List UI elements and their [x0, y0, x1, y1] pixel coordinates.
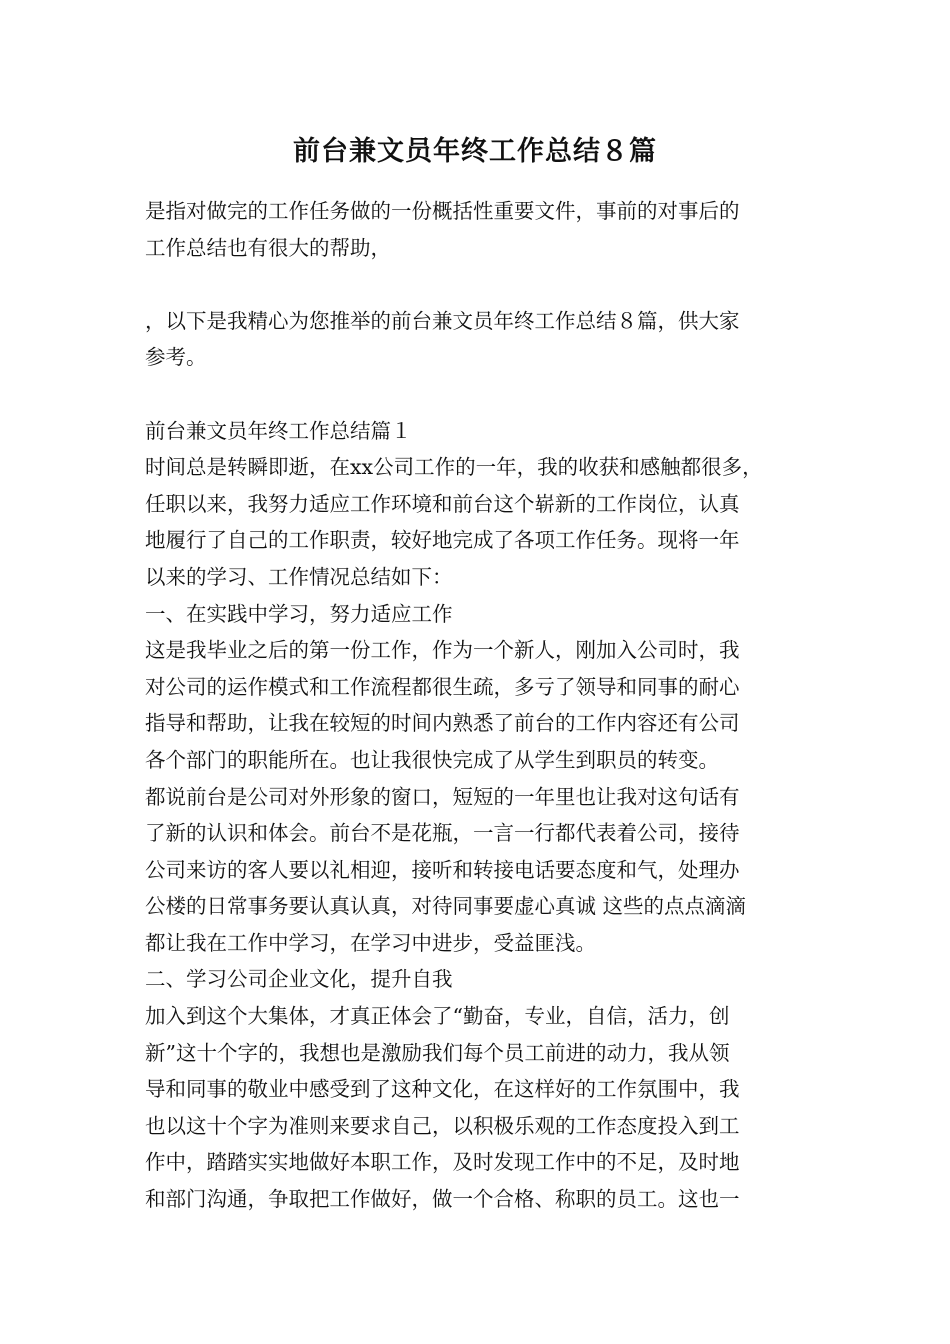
- body-line: 和部门沟通，争取把工作做好，做一个合格、称职的员工。这也一: [145, 1187, 740, 1212]
- body-line: 地履行了自己的工作职责，较好地完成了各项工作任务。现将一年: [145, 528, 740, 553]
- paragraph-gap: [145, 266, 815, 303]
- body-line: 这是我毕业之后的第一份工作，作为一个新人，刚加入公司时，我: [145, 638, 740, 663]
- body-line: 了新的认识和体会。前台不是花瓶，一言一行都代表着公司，接待: [145, 821, 740, 846]
- subheading: 一、在实践中学习，努力适应工作: [145, 601, 453, 626]
- body-line: 各个部门的职能所在。也让我很快完成了从学生到职员的转变。: [145, 747, 719, 772]
- body-line: 指导和帮助，让我在较短的时间内熟悉了前台的工作内容还有公司: [145, 711, 740, 736]
- body-line: 任职以来，我努力适应工作环境和前台这个崭新的工作岗位，认真: [145, 491, 740, 516]
- body-line: 导和同事的敬业中感受到了这种文化，在这样好的工作氛围中，我: [145, 1077, 740, 1102]
- body-line: 时间总是转瞬即逝，在xx公司工作的一年，我的收获和感触都很多，: [145, 455, 763, 480]
- intro-line: 是指对做完的工作任务做的一份概括性重要文件，事前的对事后的: [145, 199, 740, 223]
- subheading: 二、学习公司企业文化，提升自我: [145, 967, 453, 992]
- body-line: 公楼的日常事务要认真认真，对待同事要虚心真诚 这些的点点滴滴: [145, 894, 747, 919]
- section-heading: 前台兼文员年终工作总结篇１: [145, 418, 412, 443]
- body-line: 公司来访的客人要以礼相迎，接听和转接电话要态度和气，处理办: [145, 857, 740, 882]
- body-line: 加入到这个大集体，才真正体会了“勤奋，专业，自信，活力，创: [145, 1004, 730, 1029]
- body-line: 也以这十个字为准则来要求自己，以积极乐观的工作态度投入到工: [145, 1113, 740, 1138]
- document-title: 前台兼文员年终工作总结８篇: [293, 136, 657, 167]
- intro-line: 工作总结也有很大的帮助，: [145, 235, 391, 260]
- body-line: 新”这十个字的，我想也是激励我们每个员工前进的动力，我从领: [145, 1040, 730, 1065]
- document-body: [145, 193, 815, 1218]
- body-line: 都说前台是公司对外形象的窗口，短短的一年里也让我对这句话有: [145, 784, 740, 809]
- body-line: 作中，踏踏实实地做好本职工作，及时发现工作中的不足，及时地: [145, 1150, 740, 1175]
- intro-line: 参考。: [145, 345, 207, 370]
- body-line: 都让我在工作中学习，在学习中进步，受益匪浅。: [145, 930, 596, 955]
- paragraph-gap: [145, 376, 815, 413]
- body-line: 以来的学习、工作情况总结如下：: [145, 564, 453, 589]
- body-line: 对公司的运作模式和工作流程都很生疏，多亏了领导和同事的耐心: [145, 674, 740, 699]
- intro-line: ，以下是我精心为您推举的前台兼文员年终工作总结８篇，供大家: [145, 308, 740, 333]
